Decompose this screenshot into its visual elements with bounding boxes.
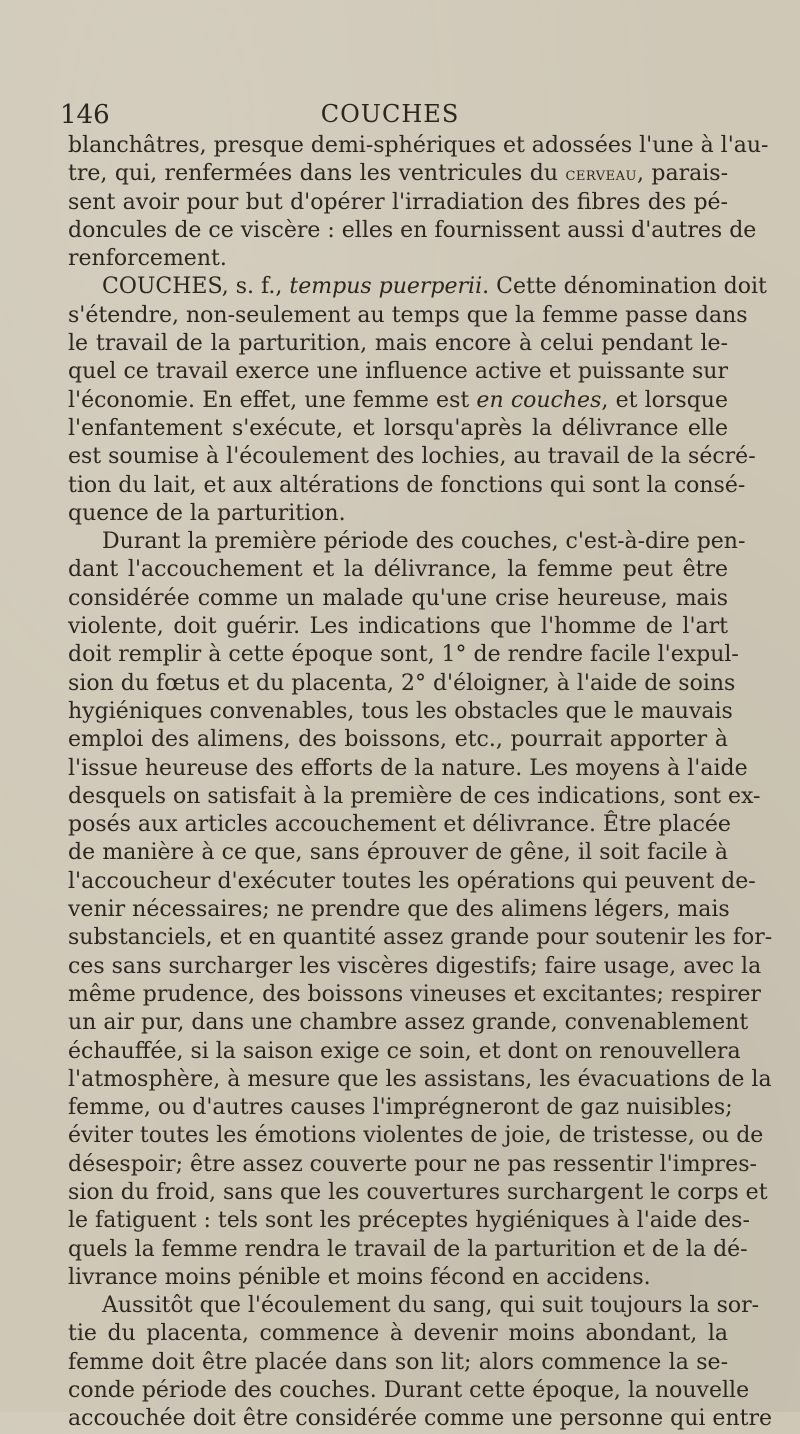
text-line: emploi des alimens, des boissons, etc., pourrait apporter à	[68, 727, 728, 753]
text-line: substanciels, et en quantité assez grande pour soutenir les for-	[68, 925, 773, 951]
text-line: tie du placenta, commence à devenir moins abondant, la	[68, 1321, 728, 1347]
body-text	[68, 132, 773, 1434]
text-line: quels la femme rendra le travail de la parturition et de la dé-	[68, 1236, 748, 1262]
text-line: éviter toutes les émotions violentes de joie, de tristesse, ou de	[68, 1123, 764, 1149]
text-line: le travail de la parturition, mais encore à celui pendant le-	[68, 331, 728, 357]
text-line: de manière à ce que, sans éprouver de gêne, il soit facile à	[68, 840, 728, 866]
text-line: conde période des couches. Durant cette époque, la nouvelle	[68, 1378, 750, 1404]
text-line: considérée comme un malade qu'une crise heureuse, mais	[68, 585, 728, 611]
text-line: désespoir; être assez couverte pour ne pas ressentir l'impres-	[68, 1151, 757, 1177]
emphasis: tempus puerperii	[289, 274, 483, 300]
text-line: sent avoir pour but d'opérer l'irradiation des fibres des pé-	[68, 189, 728, 215]
text-line: s'étendre, non-seulement au temps que la femme passe dans	[68, 302, 748, 328]
text-line: venir nécessaires; ne prendre que des alimens légers, mais	[68, 897, 730, 923]
text-line: l'économie. En effet, une femme est en couches, et lorsque	[68, 387, 728, 413]
text-line: dant l'accouchement et la délivrance, la femme peut être	[68, 557, 728, 583]
text-line: doit remplir à cette époque sont, 1° de rendre facile l'expul-	[68, 642, 739, 668]
text-line: ces sans surcharger les viscères digestifs; faire usage, avec la	[68, 953, 762, 979]
text-line: l'enfantement s'exécute, et lorsqu'après la délivrance elle	[68, 415, 728, 441]
text-line: sion du fœtus et du placenta, 2° d'éloigner, à l'aide de soins	[68, 670, 736, 696]
text-line: Durant la première période des couches, c'est-à-dire pen-	[102, 529, 746, 555]
text-line: l'issue heureuse des efforts de la nature. Les moyens à l'aide	[68, 755, 748, 781]
text-line: livrance moins pénible et moins fécond en accidens.	[68, 1264, 651, 1290]
text-line: est soumise à l'écoulement des lochies, au travail de la sécré-	[68, 444, 756, 470]
page-header	[60, 100, 720, 134]
text-line: tre, qui, renfermées dans les ventricules du cerveau, parais-	[68, 161, 729, 187]
text-line: hygiéniques convenables, tous les obstacles que le mauvais	[68, 698, 733, 724]
text-line: femme, ou d'autres causes l'imprégneront de gaz nuisibles;	[68, 1095, 733, 1121]
text-line: accouchée doit être considérée comme une personne qui entre	[68, 1406, 772, 1432]
text-line: renforcement.	[68, 246, 227, 272]
text-line: l'atmosphère, à mesure que les assistans, les évacuations de la	[68, 1066, 772, 1092]
text-line: COUCHES, s. f., tempus puerperii. Cette dénomination doit	[102, 274, 767, 300]
text-line: même prudence, des boissons vineuses et excitantes; respirer	[68, 981, 761, 1007]
text-line: posés aux articles accouchement et délivrance. Être placée	[68, 812, 731, 838]
running-head: COUCHES	[320, 100, 460, 128]
text-line: l'accoucheur d'exécuter toutes les opérations qui peuvent de-	[68, 868, 756, 894]
emphasis: cerveau	[565, 163, 637, 186]
text-line: Aussitôt que l'écoulement du sang, qui suit toujours la sor-	[102, 1293, 760, 1319]
text-line: femme doit être placée dans son lit; alors commence la se-	[68, 1349, 728, 1375]
text-line: tion du lait, et aux altérations de fonctions qui sont la consé-	[68, 472, 746, 498]
text-line: sion du froid, sans que les couvertures surchargent le corps et	[68, 1179, 768, 1205]
text-line: blanchâtres, presque demi-sphériques et adossées l'une à l'au-	[68, 133, 769, 158]
text-line: quel ce travail exerce une influence active et puissante sur	[68, 359, 728, 385]
text-line: doncules de ce viscère : elles en fournissent aussi d'autres de	[68, 217, 757, 243]
text-line: violente, doit guérir. Les indications que l'homme de l'art	[68, 614, 728, 640]
text-line: le fatiguent : tels sont les préceptes hygiéniques à l'aide des-	[68, 1208, 750, 1234]
text-line: un air pur, dans une chambre assez grande, convenablement	[68, 1010, 749, 1036]
page-number: 146	[60, 100, 110, 130]
text-line: quence de la parturition.	[68, 500, 346, 526]
text-line: échauffée, si la saison exige ce soin, et dont on renouvellera	[68, 1038, 741, 1064]
emphasis: en couches	[476, 387, 602, 413]
text-line: desquels on satisfait à la première de ces indications, sont ex-	[68, 783, 761, 809]
